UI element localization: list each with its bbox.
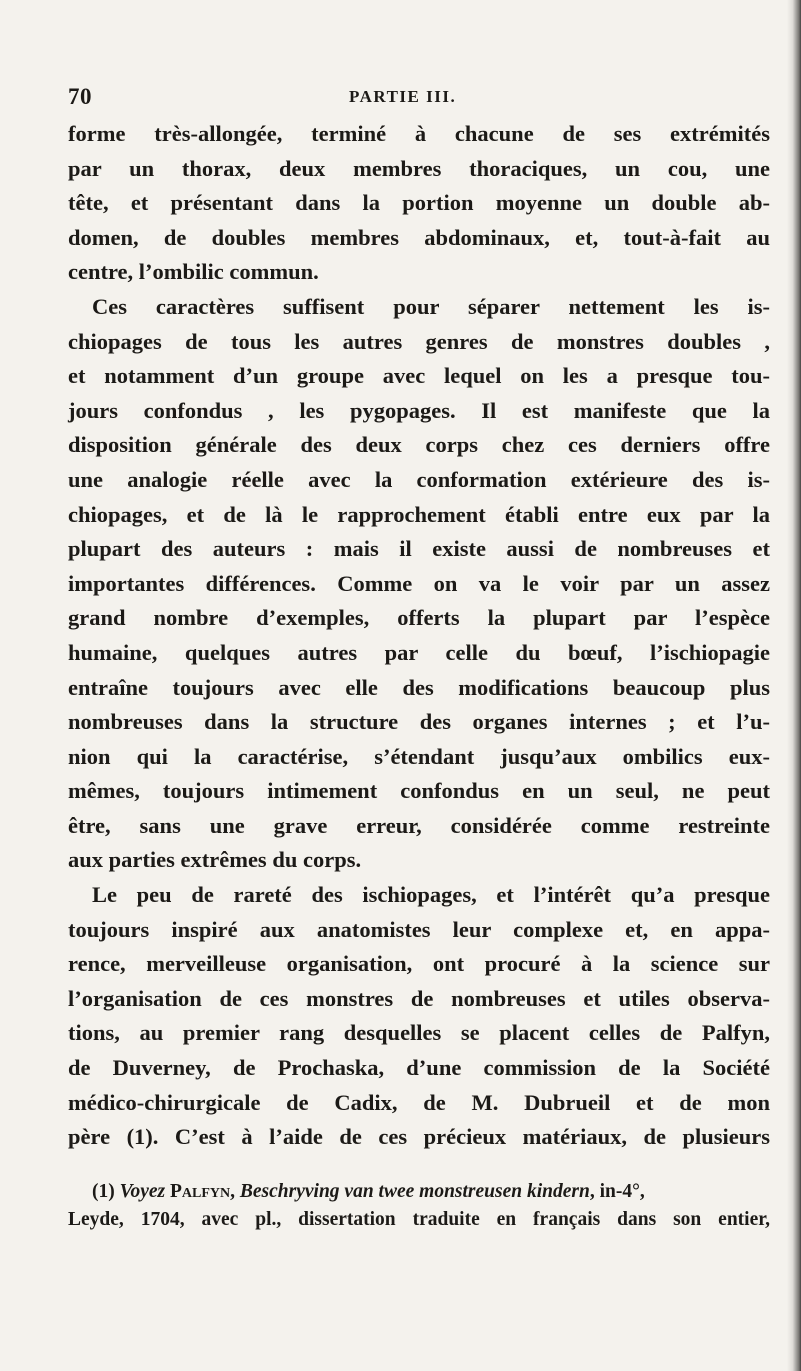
- text-line: l’organisation de ces monstres de nombreuses et utiles observa-: [68, 985, 770, 1011]
- text-line: une analogie réelle avec la conformation extérieure des is-: [68, 466, 770, 492]
- text-line: domen, de doubles membres abdominaux, et, tout-à-fait au: [68, 224, 770, 250]
- text-line: chiopages, et de là le rapprochement établi entre eux par la: [68, 501, 770, 527]
- text-line: entraîne toujours avec elle des modifications beaucoup plus: [68, 674, 770, 700]
- text-line: jours confondus , les pygopages. Il est manifeste que la: [68, 397, 770, 423]
- text-line: chiopages de tous les autres genres de monstres doubles ,: [68, 328, 770, 354]
- text-line: disposition générale des deux corps chez ces derniers offre: [68, 432, 770, 458]
- body-text: [68, 117, 770, 1155]
- running-head: PARTIE III.: [349, 87, 457, 106]
- text-line: être, sans une grave erreur, considérée comme restreinte: [68, 812, 770, 838]
- text-line: humaine, quelques autres par celle du bœuf, l’ischiopagie: [68, 639, 770, 665]
- text-line: mêmes, toujours intimement confondus en un seul, ne peut: [68, 778, 770, 804]
- paragraph-start-line: Ces caractères suffisent pour séparer nettement les is-: [92, 293, 770, 319]
- text-line: toujours inspiré aux anatomistes leur complexe et, en appa-: [68, 916, 770, 942]
- text-line: centre, l’ombilic commun.: [68, 259, 319, 285]
- text-line: grand nombre d’exemples, offerts la plupart par l’espèce: [68, 605, 770, 631]
- text-line: nion qui la caractérise, s’étendant jusqu’aux ombilics eux-: [68, 743, 770, 769]
- text-line: tête, et présentant dans la portion moyenne un double ab-: [68, 190, 770, 216]
- text-line: et notamment d’un groupe avec lequel on les a presque tou-: [68, 363, 770, 389]
- footnote-title: Beschryving van twee monstreusen kindern: [239, 1181, 590, 1202]
- text-line: médico-chirurgicale de Cadix, de M. Dubrueil et de mon: [68, 1089, 770, 1115]
- text-line: forme très-allongée, terminé à chacune de ses extrémités: [68, 121, 770, 146]
- page-header: [68, 84, 768, 110]
- text-line: par un thorax, deux membres thoraciques, un cou, une: [68, 155, 770, 181]
- page-edge-shadow: [787, 0, 801, 1371]
- text-line: tions, au premier rang desquelles se placent celles de Palfyn,: [68, 1020, 770, 1046]
- text-line: de Duverney, de Prochaska, d’une commission de la Société: [68, 1055, 770, 1081]
- footnote-marker: (1): [92, 1181, 115, 1202]
- paragraph-start-line: Le peu de rareté des ischiopages, et l’intérêt qu’a presque: [92, 882, 770, 908]
- footnote-line: (1) Voyez Palfyn, Beschryving van twee monstreusen kindern, in-4°,: [92, 1181, 645, 1202]
- footnote-author: Palfyn: [170, 1181, 231, 1202]
- text-line: aux parties extrêmes du corps.: [68, 847, 362, 873]
- footnote-voyez: Voyez: [119, 1181, 166, 1202]
- text-line: importantes différences. Comme on va le voir par un assez: [68, 570, 770, 596]
- text-line: père (1). C’est à l’aide de ces précieux matériaux, de plusieurs: [68, 1124, 770, 1150]
- text-line: plupart des auteurs : mais il existe aussi de nombreuses et: [68, 536, 770, 562]
- page-number: 70: [68, 84, 92, 109]
- footnote-line: Leyde, 1704, avec pl., dissertation traduite en français dans son entier,: [68, 1209, 770, 1230]
- text-line: rence, merveilleuse organisation, ont procuré à la science sur: [68, 951, 770, 977]
- footnote: [68, 1178, 770, 1234]
- text-line: nombreuses dans la structure des organes internes ; et l’u-: [68, 709, 770, 735]
- footnote-format: , in-4°,: [589, 1181, 645, 1202]
